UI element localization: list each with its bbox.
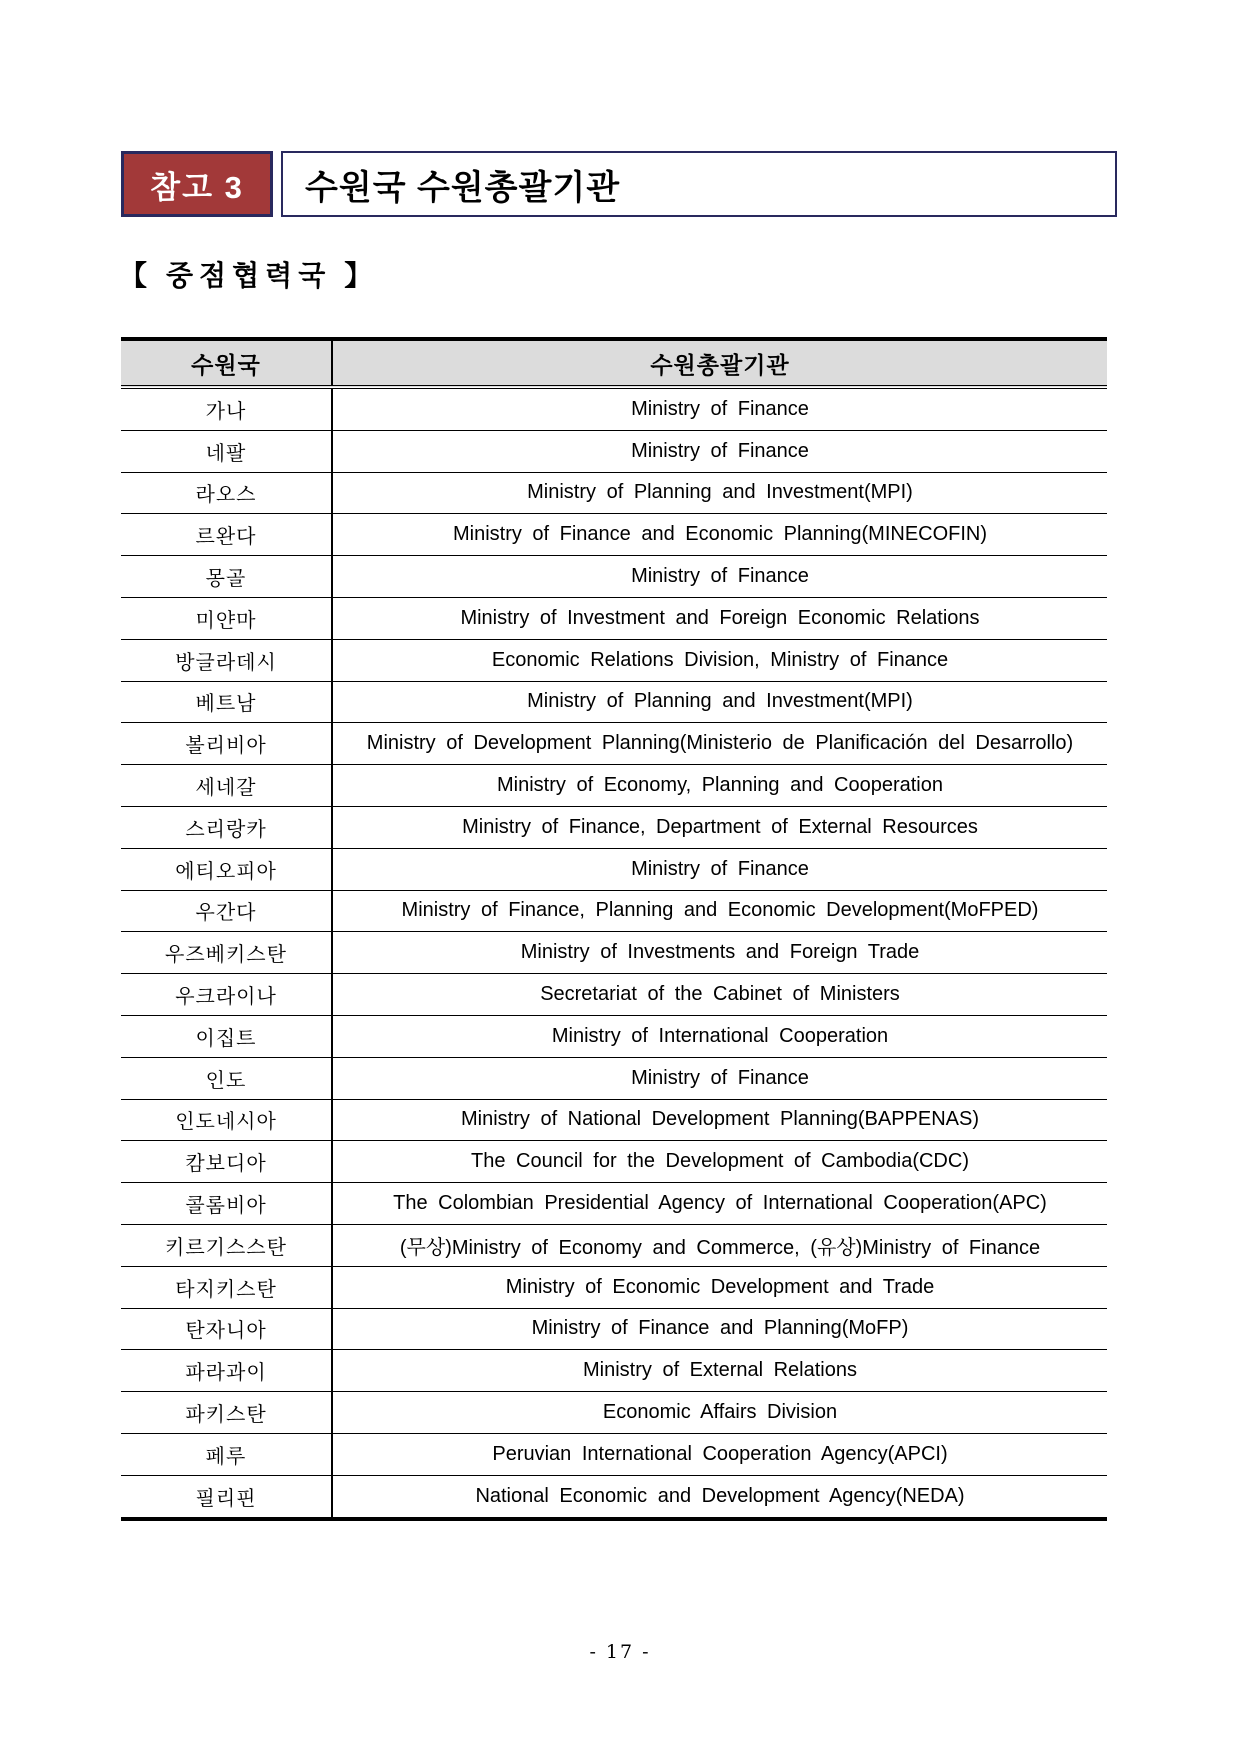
agency-cell: Ministry of Finance bbox=[332, 1057, 1107, 1099]
table-row bbox=[121, 1015, 1107, 1057]
agency-cell: Ministry of Finance bbox=[332, 848, 1107, 890]
country-cell: 르완다 bbox=[121, 514, 332, 556]
agency-cell: Ministry of Finance, Planning and Economic Development(MoFPED) bbox=[332, 890, 1107, 932]
country-cell: 파라과이 bbox=[121, 1350, 332, 1392]
header-row bbox=[121, 339, 1107, 387]
agency-cell: Ministry of Planning and Investment(MPI) bbox=[332, 472, 1107, 514]
agency-cell: The Colombian Presidential Agency of International Cooperation(APC) bbox=[332, 1183, 1107, 1225]
agency-cell: Ministry of Finance and Economic Planning(MINECOFIN) bbox=[332, 514, 1107, 556]
agency-cell: Ministry of Finance bbox=[332, 430, 1107, 472]
country-cell: 베트남 bbox=[121, 681, 332, 723]
table-row bbox=[121, 974, 1107, 1016]
agency-cell: Ministry of Economic Development and Trade bbox=[332, 1266, 1107, 1308]
table-row bbox=[121, 556, 1107, 598]
country-cell: 캄보디아 bbox=[121, 1141, 332, 1183]
agency-cell: Peruvian International Cooperation Agency(APCI) bbox=[332, 1433, 1107, 1475]
table-row bbox=[121, 1433, 1107, 1475]
agency-cell: Economic Relations Division, Ministry of Finance bbox=[332, 639, 1107, 681]
agency-cell: Ministry of Investment and Foreign Economic Relations bbox=[332, 597, 1107, 639]
table-row bbox=[121, 1057, 1107, 1099]
table-row bbox=[121, 1224, 1107, 1266]
country-cell: 우즈베키스탄 bbox=[121, 932, 332, 974]
country-cell: 우간다 bbox=[121, 890, 332, 932]
agency-cell: Economic Affairs Division bbox=[332, 1392, 1107, 1434]
table-row bbox=[121, 472, 1107, 514]
agency-table-head bbox=[121, 339, 1107, 387]
agency-cell: Ministry of Finance bbox=[332, 387, 1107, 430]
country-cell: 탄자니아 bbox=[121, 1308, 332, 1350]
table-row bbox=[121, 387, 1107, 430]
table-row bbox=[121, 1308, 1107, 1350]
country-cell: 에티오피아 bbox=[121, 848, 332, 890]
agency-cell: Secretariat of the Cabinet of Ministers bbox=[332, 974, 1107, 1016]
table-row bbox=[121, 1099, 1107, 1141]
agency-cell: Ministry of Finance and Planning(MoFP) bbox=[332, 1308, 1107, 1350]
agency-cell: Ministry of Planning and Investment(MPI) bbox=[332, 681, 1107, 723]
country-cell: 콜롬비아 bbox=[121, 1183, 332, 1225]
table-row bbox=[121, 723, 1107, 765]
table-row bbox=[121, 430, 1107, 472]
country-cell: 타지키스탄 bbox=[121, 1266, 332, 1308]
agency-table-body bbox=[121, 387, 1107, 1519]
agency-cell: Ministry of Finance bbox=[332, 556, 1107, 598]
table-row bbox=[121, 806, 1107, 848]
table-row bbox=[121, 848, 1107, 890]
country-cell: 이집트 bbox=[121, 1015, 332, 1057]
country-cell: 볼리비아 bbox=[121, 723, 332, 765]
country-cell: 미얀마 bbox=[121, 597, 332, 639]
table-row bbox=[121, 681, 1107, 723]
agency-cell: Ministry of Finance, Department of External Resources bbox=[332, 806, 1107, 848]
section-label: 【 중점협력국 】 bbox=[119, 261, 379, 292]
table-row bbox=[121, 1183, 1107, 1225]
agency-cell: Ministry of External Relations bbox=[332, 1350, 1107, 1392]
reference-header bbox=[121, 151, 1117, 217]
country-cell: 우크라이나 bbox=[121, 974, 332, 1016]
agency-table bbox=[121, 337, 1107, 1521]
agency-cell: Ministry of International Cooperation bbox=[332, 1015, 1107, 1057]
agency-cell: National Economic and Development Agency(NEDA) bbox=[332, 1475, 1107, 1518]
country-cell: 인도네시아 bbox=[121, 1099, 332, 1141]
table-row bbox=[121, 1266, 1107, 1308]
table-row bbox=[121, 765, 1107, 807]
agency-cell: Ministry of National Development Planning(BAPPENAS) bbox=[332, 1099, 1107, 1141]
table-row bbox=[121, 1141, 1107, 1183]
table-row bbox=[121, 932, 1107, 974]
page-number: - 17 - bbox=[589, 1641, 651, 1663]
table-row bbox=[121, 514, 1107, 556]
agency-cell: Ministry of Development Planning(Ministerio de Planificación del Desarrollo) bbox=[332, 723, 1107, 765]
agency-cell: The Council for the Development of Cambodia(CDC) bbox=[332, 1141, 1107, 1183]
agency-cell: Ministry of Economy, Planning and Cooperation bbox=[332, 765, 1107, 807]
agency-cell: Ministry of Investments and Foreign Trade bbox=[332, 932, 1107, 974]
country-cell: 파키스탄 bbox=[121, 1392, 332, 1434]
table-row bbox=[121, 639, 1107, 681]
country-cell: 몽골 bbox=[121, 556, 332, 598]
table-row bbox=[121, 1350, 1107, 1392]
table-row bbox=[121, 890, 1107, 932]
country-cell: 필리핀 bbox=[121, 1475, 332, 1518]
country-cell: 라오스 bbox=[121, 472, 332, 514]
column-header-agency: 수원총괄기관 bbox=[332, 339, 1107, 387]
country-cell: 스리랑카 bbox=[121, 806, 332, 848]
agency-table-wrap bbox=[121, 337, 1107, 1521]
country-cell: 세네갈 bbox=[121, 765, 332, 807]
country-cell: 가나 bbox=[121, 387, 332, 430]
table-row bbox=[121, 597, 1107, 639]
page-title: 수원국 수원총괄기관 bbox=[281, 151, 1117, 217]
column-header-country: 수원국 bbox=[121, 339, 332, 387]
country-cell: 방글라데시 bbox=[121, 639, 332, 681]
country-cell: 네팔 bbox=[121, 430, 332, 472]
agency-cell: (무상)Ministry of Economy and Commerce, (유상)Ministry of Finance bbox=[332, 1224, 1107, 1266]
country-cell: 키르기스스탄 bbox=[121, 1224, 332, 1266]
country-cell: 페루 bbox=[121, 1433, 332, 1475]
table-row bbox=[121, 1475, 1107, 1518]
table-row bbox=[121, 1392, 1107, 1434]
country-cell: 인도 bbox=[121, 1057, 332, 1099]
reference-badge: 참고 3 bbox=[121, 151, 273, 217]
